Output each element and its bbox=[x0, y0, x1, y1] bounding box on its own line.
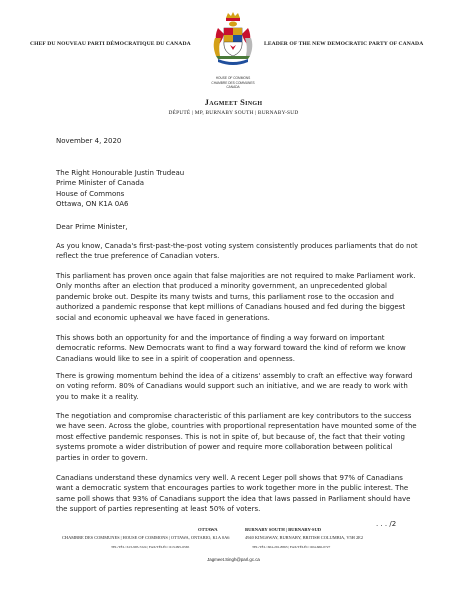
house-line-en: HOUSE OF COMMONS bbox=[215, 76, 251, 80]
paragraph: Canadians understand these dynamics very well. A recent Leger poll shows that 97% of Canadians want a democratic system that encourages parties to work together more in the public interest. The same poll shows that 93% of Canadians support the idea that laws passed in Parliament should have the support of parties representing at least 50% of voters. bbox=[56, 474, 411, 514]
house-line-country: CANADA bbox=[226, 85, 240, 90]
paragraph: This shows both an opportunity for and the importance of finding a way forward on important democratic reforms. New Democrats want to find a way forward toward the kind of reform we know Canadians would like to see in a spirit of cooperation and openness. bbox=[56, 334, 406, 363]
paragraph: As you know, Canada's first-past-the-post voting system consistently produces parliaments that do not reflect the true preference of Canadian voters. bbox=[56, 242, 418, 261]
recipient-address bbox=[56, 168, 418, 210]
recipient-line: Ottawa, ON K1A 0A6 bbox=[56, 200, 129, 209]
mp-role: DÉPUTÉ | MP, BURNABY SOUTH | BURNABY-SUD bbox=[168, 110, 299, 116]
letterhead-title-fr: CHEF DU NOUVEAU PARTI DÉMOCRATIQUE DU CANADA bbox=[30, 41, 191, 47]
paragraph: This parliament has proven once again that false majorities are not required to make Parliament work. Only months after an election that produced a minority government, an unprecedented global pandemic broke out. Despite its many twists and turns, this parliament rose to the occasion and authorized a pandemic response that kept millions of Canadians housed and fed during the biggest social and economic upheaval we have faced in generations. bbox=[56, 272, 416, 322]
recipient-line: House of Commons bbox=[56, 189, 125, 198]
footer-ottawa-heading: OTTAWA bbox=[198, 527, 218, 532]
coat-of-arms-icon bbox=[210, 12, 256, 70]
house-of-commons-caption bbox=[203, 76, 263, 90]
footer-burnaby-address: 4940 KINGSWAY, BURNABY, BRITISH COLUMBIA, V5H 2E2 bbox=[245, 535, 364, 540]
continuation-marker: . . . /2 bbox=[376, 520, 397, 528]
footer-burnaby-phones: TEL/TÉL: 604-291-8863 | FAX/TÉLÉC: 604-666-0727 bbox=[252, 545, 331, 549]
footer-email: Jagmeet.Singh@parl.gc.ca bbox=[207, 557, 260, 562]
recipient-line: The Right Honourable Justin Trudeau bbox=[56, 169, 185, 177]
footer-ottawa-address: CHAMBRE DES COMMUNES | HOUSE OF COMMONS | OTTAWA, ONTARIO, K1A 0A6 bbox=[62, 535, 230, 540]
paragraph: The negotiation and compromise characteristic of this parliament are key contributors to the success we have seen. Across the globe, countries with proportional representation have mounted some of the most effective pandemic responses. This is not in spite of, but because of, the fact that their voting systems promote a wider distribution of power and require more collaboration between political parties in order to govern. bbox=[56, 412, 417, 462]
footer-ottawa-phones: TEL/TÉL: 613-995-7224 | FAX/TÉLÉC: 613-995-6565 bbox=[111, 545, 190, 549]
salutation: Dear Prime Minister, bbox=[56, 223, 128, 231]
footer-burnaby-heading: BURNABY SOUTH | BURNABY-SUD bbox=[245, 527, 322, 532]
mp-name: Jagmeet Singh bbox=[204, 97, 263, 107]
house-line-fr: CHAMBRE DES COMMUNES bbox=[211, 80, 255, 85]
letterhead-title-en: LEADER OF THE NEW DEMOCRATIC PARTY OF CANADA bbox=[264, 41, 424, 47]
recipient-line: Prime Minister of Canada bbox=[56, 179, 145, 188]
letter-date: November 4, 2020 bbox=[56, 137, 122, 145]
paragraph: There is growing momentum behind the idea of a citizens' assembly to craft an effective way forward on voting reform. 80% of Canadians would support such an initiative, and we are ready to work with you to make it a reality. bbox=[56, 372, 413, 401]
